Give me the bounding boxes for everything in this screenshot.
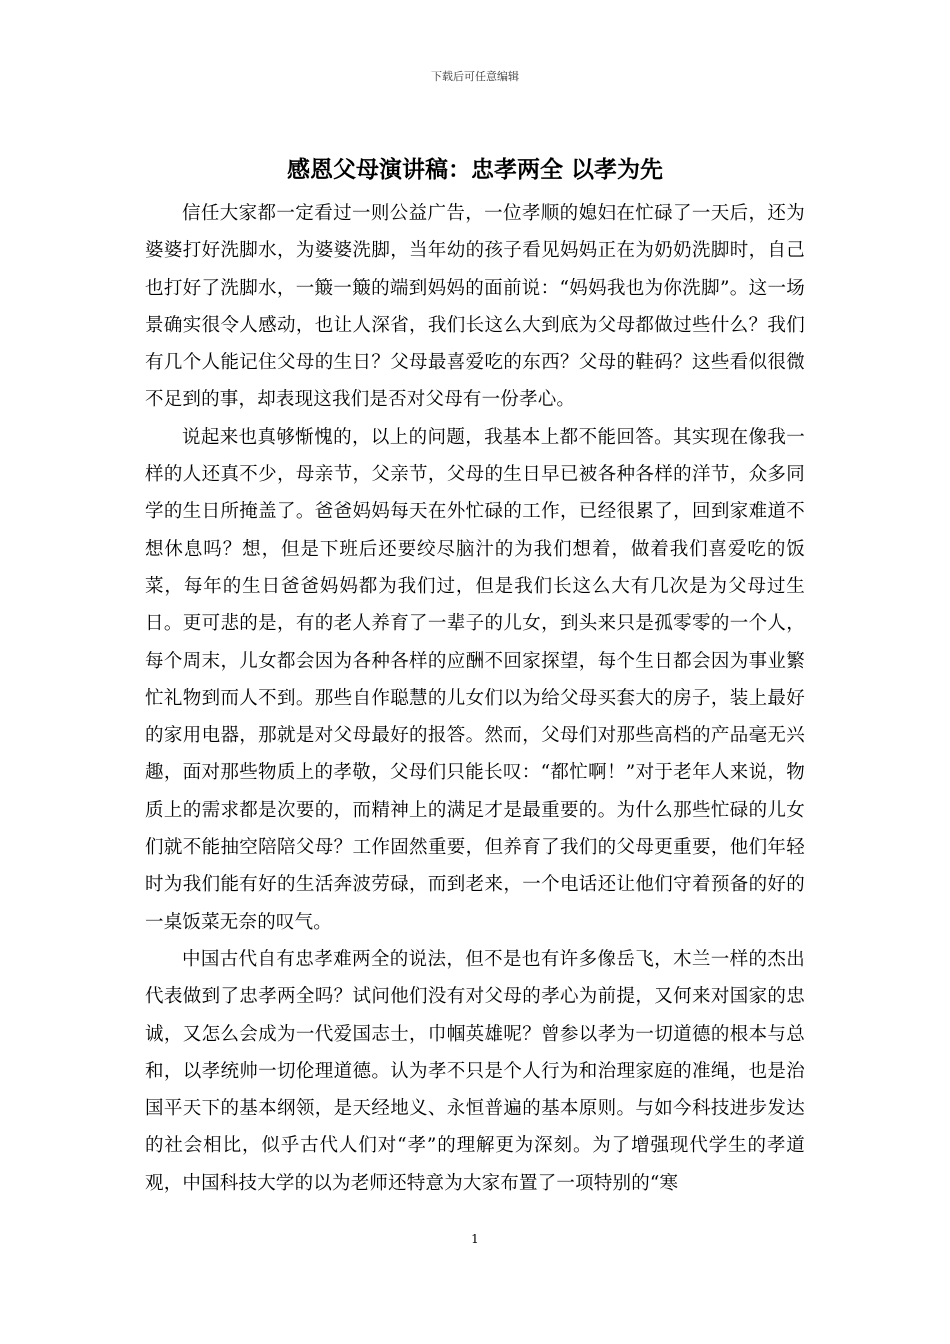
header-note: 下载后可任意编辑 bbox=[431, 70, 519, 83]
paragraph-2: 说起来也真够惭愧的，以上的问题，我基本上都不能回答。其实现在像我一样的人还真不少，母亲节，父亲节，父母的生日早已被各种各样的洋节，众多同学的生日所掩盖了。爸爸妈妈每天在外忙碌的工作，已经很累了，回到家难道不想休息吗？想，但是下班后还要绞尽脑汁的为我们想着，做着我们喜爱吃的饭菜，每年的生日爸爸妈妈都为我们过，但是我们长这么大有几次是为父母过生日。更可悲的是，有的老人养育了一辈子的儿女，到头来只是孤零零的一个人，每个周末，儿女都会因为各种各样的应酬不回家探望，每个生日都会因为事业繁忙礼物到而人不到。那些自作聪慧的儿女们以为给父母买套大的房子，装上最好的家用电器，那就是对父母最好的报答。然而，父母们对那些高档的产品毫无兴趣，面对那些物质上的孝敬，父母们只能长叹：“都忙啊！”对于老年人来说，物质上的需求都是次要的，而精神上的满足才是最重要的。为什么那些忙碌的儿女们就不能抽空陪陪父母？工作固然重要，但养育了我们的父母更重要，他们年轻时为我们能有好的生活奔波劳碌，而到老来，一个电话还让他们守着预备的好的一桌饭菜无奈的叹气。 bbox=[145, 426, 805, 933]
document-title: 感恩父母演讲稿：忠孝两全 以孝为先 bbox=[286, 157, 663, 183]
paragraph-3: 中国古代自有忠孝难两全的说法，但不是也有许多像岳飞，木兰一样的杰出代表做到了忠孝两全吗？试问他们没有对父母的孝心为前提，又何来对国家的忠诚，又怎么会成为一代爱国志士，巾帼英雄呢？曾参以孝为一切道德的根本与总和，以孝统帅一切伦理道德。认为孝不只是个人行为和治理家庭的准绳，也是治国平天下的基本纲领，是天经地义、永恒普遍的基本原则。与如今科技进步发达的社会相比，似乎古代人们对“孝”的理解更为深刻。为了增强现代学生的孝道观，中国科技大学的以为老师还特意为大家布置了一项特别的“寒 bbox=[145, 948, 805, 1194]
page-number: 1 bbox=[471, 1232, 479, 1246]
document-body bbox=[145, 195, 805, 1202]
paragraph-1: 信任大家都一定看过一则公益广告，一位孝顺的媳妇在忙碌了一天后，还为婆婆打好洗脚水，为婆婆洗脚，当年幼的孩子看见妈妈正在为奶奶洗脚时，自己也打好了洗脚水，一簸一簸的端到妈妈的面前说：“妈妈我也为你洗脚”。这一场景确实很令人感动，也让人深省，我们长这么大到底为父母都做过些什么？我们有几个人能记住父母的生日？父母最喜爱吃的东西？父母的鞋码？这些看似很微不足到的事，却表现这我们是否对父母有一份孝心。 bbox=[145, 203, 805, 411]
